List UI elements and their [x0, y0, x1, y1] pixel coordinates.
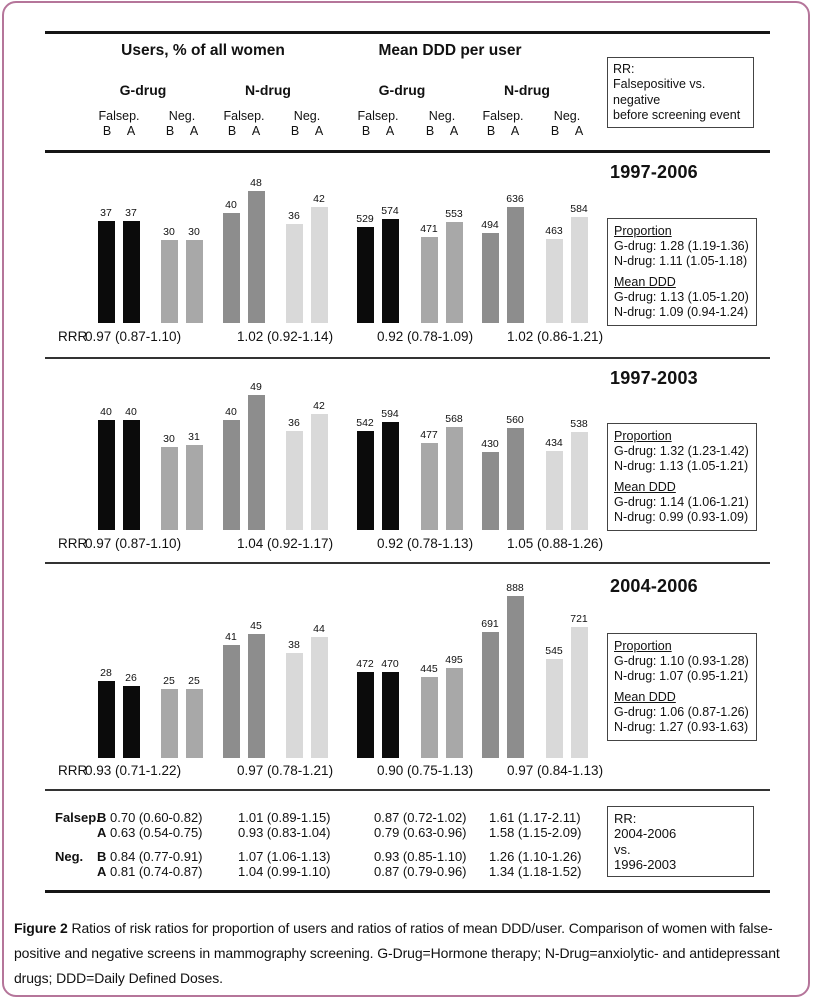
drug-header-ddd-n: N-drug	[504, 82, 550, 98]
bar-value-label: 470	[381, 658, 399, 670]
bar-users_gdrug_falsep-B	[98, 420, 115, 530]
bar-value-label: 49	[250, 381, 262, 393]
table-cell-value: 1.61 (1.17-2.11)	[489, 810, 581, 825]
screen-type-label: Neg.	[168, 109, 196, 123]
meanddd-title: Mean DDD	[614, 480, 676, 495]
meanddd-gdrug: G-drug: 1.13 (1.05-1.20)	[614, 290, 749, 304]
figure-caption-text: Ratios of risk ratios for proportion of users and ratios of ratios of mean DDD/user. Comparison of women with false-positive and negative screens in mammography screening. G-Drug=Hormone therapy; N-Drug=anxiolytic- and antidepressant drugs; DDD=Daily Defined Doses.	[14, 920, 780, 987]
bar-ddd_gdrug_falsep-B	[357, 431, 374, 530]
meanddd-gdrug: G-drug: 1.06 (0.87-1.26)	[614, 705, 749, 719]
rr-period-line: 1996-2003	[614, 856, 677, 872]
bar-users_ndrug_falsep-A	[248, 191, 265, 323]
panel-2-title: 1997-2003	[610, 368, 698, 388]
screen-type-label: Neg.	[293, 109, 321, 123]
bar-users_gdrug_neg-A	[186, 689, 203, 758]
meanddd-ndrug: N-drug: 1.09 (0.94-1.24)	[614, 304, 749, 319]
before-label: B	[486, 124, 496, 138]
proportion-ndrug: N-drug: 1.11 (1.05-1.18)	[614, 253, 748, 268]
bar-value-label: 48	[250, 177, 262, 189]
bar-value-label: 42	[313, 193, 325, 205]
meanddd-title: Mean DDD	[614, 275, 676, 290]
bar-value-label: 445	[420, 663, 438, 675]
bar-users_ndrug_neg-B	[286, 431, 303, 530]
bar-value-label: 584	[570, 203, 588, 215]
table-row-label: Falsep.	[55, 810, 100, 825]
rrr-value: 1.05 (0.88-1.26)	[507, 536, 604, 551]
table-cell-value: 0.70 (0.60-0.82)	[110, 810, 203, 825]
bar-users_ndrug_falsep-A	[248, 395, 265, 530]
rrr-value: 0.97 (0.84-1.13)	[507, 763, 604, 778]
bar-value-label: 40	[100, 406, 112, 418]
bar-ddd_gdrug_neg-A	[446, 427, 463, 530]
bar-value-label: 529	[356, 213, 374, 225]
bar-value-label: 25	[188, 675, 200, 687]
bar-value-label: 463	[545, 225, 563, 237]
bar-ddd_ndrug_neg-A	[571, 432, 588, 530]
before-label: B	[425, 124, 435, 138]
ddd-group-header: Mean DDD per user	[378, 42, 522, 59]
rrr-value: 1.02 (0.86-1.21)	[507, 329, 604, 344]
table-cell-value: 0.87 (0.79-0.96)	[374, 864, 467, 879]
before-label: B	[290, 124, 300, 138]
after-label: A	[385, 124, 395, 138]
table-cell-value: 0.87 (0.72-1.02)	[374, 810, 467, 825]
meanddd-title: Mean DDD	[614, 690, 676, 705]
screen-type-label: Neg.	[553, 109, 581, 123]
after-label: A	[126, 124, 136, 138]
table-cell-value: 1.34 (1.18-1.52)	[489, 864, 582, 879]
proportion-title: Proportion	[614, 224, 672, 238]
table-cell-value: 0.84 (0.77-0.91)	[110, 849, 203, 864]
bar-users_gdrug_neg-B	[161, 447, 178, 530]
bar-ddd_ndrug_neg-B	[546, 451, 563, 530]
bar-users_ndrug_neg-A	[311, 414, 328, 530]
bar-users_ndrug_falsep-B	[223, 645, 240, 758]
rrr-value: 0.92 (0.78-1.09)	[377, 329, 474, 344]
bar-ddd_ndrug_falsep-A	[507, 596, 524, 758]
after-label: A	[251, 124, 261, 138]
bar-ddd_gdrug_falsep-B	[357, 672, 374, 758]
bar-users_gdrug_falsep-B	[98, 681, 115, 758]
rr-period-line: vs.	[614, 841, 631, 857]
bar-value-label: 542	[356, 417, 374, 429]
bar-value-label: 636	[506, 193, 524, 205]
rrr-value: 1.02 (0.92-1.14)	[237, 329, 334, 344]
bar-value-label: 36	[288, 417, 300, 429]
rr-definition-line: before screening event	[613, 107, 741, 122]
bar-value-label: 472	[356, 658, 374, 670]
rr-definition-line: RR:	[613, 62, 635, 76]
rr-period-line: RR:	[614, 811, 637, 826]
table-row-label: Neg.	[55, 849, 84, 864]
bar-ddd_gdrug_neg-A	[446, 668, 463, 758]
bar-ddd_gdrug_neg-A	[446, 222, 463, 323]
table-cell-value: 0.79 (0.63-0.96)	[374, 825, 467, 840]
after-label: A	[510, 124, 520, 138]
bar-ddd_ndrug_falsep-B	[482, 452, 499, 530]
proportion-gdrug: G-drug: 1.28 (1.19-1.36)	[614, 238, 749, 253]
bar-users_ndrug_neg-B	[286, 653, 303, 758]
bar-users_ndrug_neg-A	[311, 207, 328, 323]
bar-value-label: 40	[225, 406, 237, 418]
bar-ddd_ndrug_falsep-A	[507, 428, 524, 530]
drug-header-users-n: N-drug	[245, 82, 291, 98]
bar-users_gdrug_neg-B	[161, 240, 178, 323]
before-label: B	[102, 124, 112, 138]
bar-ddd_ndrug_falsep-B	[482, 233, 499, 323]
screen-type-label: Neg.	[428, 109, 456, 123]
bar-ddd_gdrug_falsep-A	[382, 219, 399, 323]
rr-period-line: 2004-2006	[614, 826, 677, 842]
bar-ddd_ndrug_falsep-A	[507, 207, 524, 323]
bar-users_gdrug_neg-A	[186, 240, 203, 323]
bar-value-label: 574	[381, 205, 399, 217]
proportion-title: Proportion	[614, 639, 672, 653]
after-label: A	[189, 124, 199, 138]
bar-value-label: 25	[163, 675, 175, 687]
meanddd-gdrug: G-drug: 1.14 (1.06-1.21)	[614, 495, 749, 509]
table-cell-value: 0.63 (0.54-0.75)	[110, 825, 203, 840]
figure-caption	[14, 916, 802, 992]
rrr-value: 0.92 (0.78-1.13)	[377, 536, 474, 551]
before-label: B	[361, 124, 371, 138]
bar-ddd_gdrug_neg-B	[421, 443, 438, 530]
bar-users_gdrug_falsep-A	[123, 686, 140, 758]
proportion-gdrug: G-drug: 1.10 (0.93-1.28)	[614, 653, 749, 668]
bar-value-label: 37	[100, 207, 112, 219]
bar-users_gdrug_falsep-A	[123, 221, 140, 323]
after-label: A	[314, 124, 324, 138]
before-label: B	[550, 124, 560, 138]
bar-value-label: 495	[445, 654, 463, 666]
proportion-gdrug: G-drug: 1.32 (1.23-1.42)	[614, 443, 749, 458]
rrr-row-label: RRR	[58, 329, 88, 344]
table-cell-value: 1.07 (1.06-1.13)	[238, 849, 331, 864]
table-cell-value: 1.01 (0.89-1.15)	[238, 810, 331, 825]
bar-value-label: 37	[125, 207, 137, 219]
bar-users_gdrug_neg-B	[161, 689, 178, 758]
bar-ddd_ndrug_neg-A	[571, 627, 588, 758]
table-cell-value: 1.58 (1.15-2.09)	[489, 825, 582, 840]
screen-type-label: Falsep.	[482, 109, 524, 123]
rrr-value: 0.97 (0.87-1.10)	[85, 329, 182, 344]
panel-1-title: 1997-2006	[610, 162, 698, 182]
bar-ddd_ndrug_falsep-B	[482, 632, 499, 758]
bar-ddd_gdrug_falsep-A	[382, 422, 399, 530]
bar-value-label: 30	[163, 226, 175, 238]
table-cell-value: 0.93 (0.83-1.04)	[238, 825, 331, 840]
bar-users_ndrug_falsep-A	[248, 634, 265, 758]
proportion-ndrug: N-drug: 1.13 (1.05-1.21)	[614, 458, 749, 473]
bar-value-label: 41	[225, 631, 237, 643]
bar-value-label: 568	[445, 413, 463, 425]
table-row-sublabel: B	[97, 849, 107, 864]
panel-3-title: 2004-2006	[610, 576, 698, 596]
bar-value-label: 545	[545, 645, 563, 657]
bar-value-label: 430	[481, 438, 499, 450]
rrr-value: 0.90 (0.75-1.13)	[377, 763, 474, 778]
table-row-sublabel: B	[97, 810, 107, 825]
bar-ddd_ndrug_neg-B	[546, 659, 563, 758]
bar-value-label: 888	[506, 582, 524, 594]
table-row-sublabel: A	[97, 864, 107, 879]
table-cell-value: 0.81 (0.74-0.87)	[110, 864, 203, 879]
screen-type-label: Falsep.	[357, 109, 399, 123]
bar-value-label: 594	[381, 408, 399, 420]
table-cell-value: 1.26 (1.10-1.26)	[489, 849, 582, 864]
figure-caption-label: Figure 2	[14, 920, 68, 936]
bar-users_ndrug_falsep-B	[223, 420, 240, 530]
meanddd-ndrug: N-drug: 0.99 (0.93-1.09)	[614, 509, 749, 524]
rrr-value: 0.97 (0.78-1.21)	[237, 763, 334, 778]
bar-value-label: 560	[506, 414, 524, 426]
bar-value-label: 434	[545, 437, 563, 449]
bar-users_gdrug_falsep-B	[98, 221, 115, 323]
bar-value-label: 26	[125, 672, 137, 684]
after-label: A	[449, 124, 459, 138]
bar-value-label: 30	[163, 433, 175, 445]
screen-type-label: Falsep.	[98, 109, 140, 123]
bar-ddd_ndrug_neg-A	[571, 217, 588, 323]
bar-ddd_gdrug_falsep-B	[357, 227, 374, 323]
rr-definition-line: Falsepositive vs. negative	[613, 77, 706, 107]
bar-value-label: 40	[225, 199, 237, 211]
bar-ddd_gdrug_neg-B	[421, 237, 438, 323]
bar-value-label: 38	[288, 639, 300, 651]
bar-value-label: 36	[288, 210, 300, 222]
bar-ddd_gdrug_neg-B	[421, 677, 438, 758]
rrr-value: 0.97 (0.87-1.10)	[85, 536, 182, 551]
rrr-value: 0.93 (0.71-1.22)	[85, 763, 182, 778]
bar-value-label: 471	[420, 223, 438, 235]
bar-users_ndrug_neg-A	[311, 637, 328, 758]
bar-ddd_ndrug_neg-B	[546, 239, 563, 323]
screen-type-label: Falsep.	[223, 109, 265, 123]
table-cell-value: 1.04 (0.99-1.10)	[238, 864, 331, 879]
bar-value-label: 691	[481, 618, 499, 630]
bar-value-label: 494	[481, 219, 499, 231]
bar-value-label: 45	[250, 620, 262, 632]
bar-value-label: 40	[125, 406, 137, 418]
bar-ddd_gdrug_falsep-A	[382, 672, 399, 758]
bar-value-label: 28	[100, 667, 112, 679]
bar-value-label: 44	[313, 623, 325, 635]
bar-value-label: 721	[570, 613, 588, 625]
rrr-row-label: RRR	[58, 536, 88, 551]
rrr-row-label: RRR	[58, 763, 88, 778]
proportion-ndrug: N-drug: 1.07 (0.95-1.21)	[614, 668, 749, 683]
before-label: B	[227, 124, 237, 138]
table-row-sublabel: A	[97, 825, 107, 840]
meanddd-ndrug: N-drug: 1.27 (0.93-1.63)	[614, 719, 749, 734]
bar-users_ndrug_falsep-B	[223, 213, 240, 323]
after-label: A	[574, 124, 584, 138]
bar-value-label: 30	[188, 226, 200, 238]
rrr-value: 1.04 (0.92-1.17)	[237, 536, 334, 551]
drug-header-ddd-g: G-drug	[378, 82, 426, 98]
before-label: B	[165, 124, 175, 138]
bar-value-label: 553	[445, 208, 463, 220]
bar-value-label: 42	[313, 400, 325, 412]
users-group-header: Users, % of all women	[121, 42, 285, 59]
bar-value-label: 477	[420, 429, 438, 441]
table-cell-value: 0.93 (0.85-1.10)	[374, 849, 467, 864]
bar-users_gdrug_neg-A	[186, 445, 203, 530]
bar-value-label: 538	[570, 418, 588, 430]
drug-header-users-g: G-drug	[119, 82, 167, 98]
bar-value-label: 31	[188, 431, 200, 443]
bar-users_ndrug_neg-B	[286, 224, 303, 323]
proportion-title: Proportion	[614, 429, 672, 443]
bar-users_gdrug_falsep-A	[123, 420, 140, 530]
